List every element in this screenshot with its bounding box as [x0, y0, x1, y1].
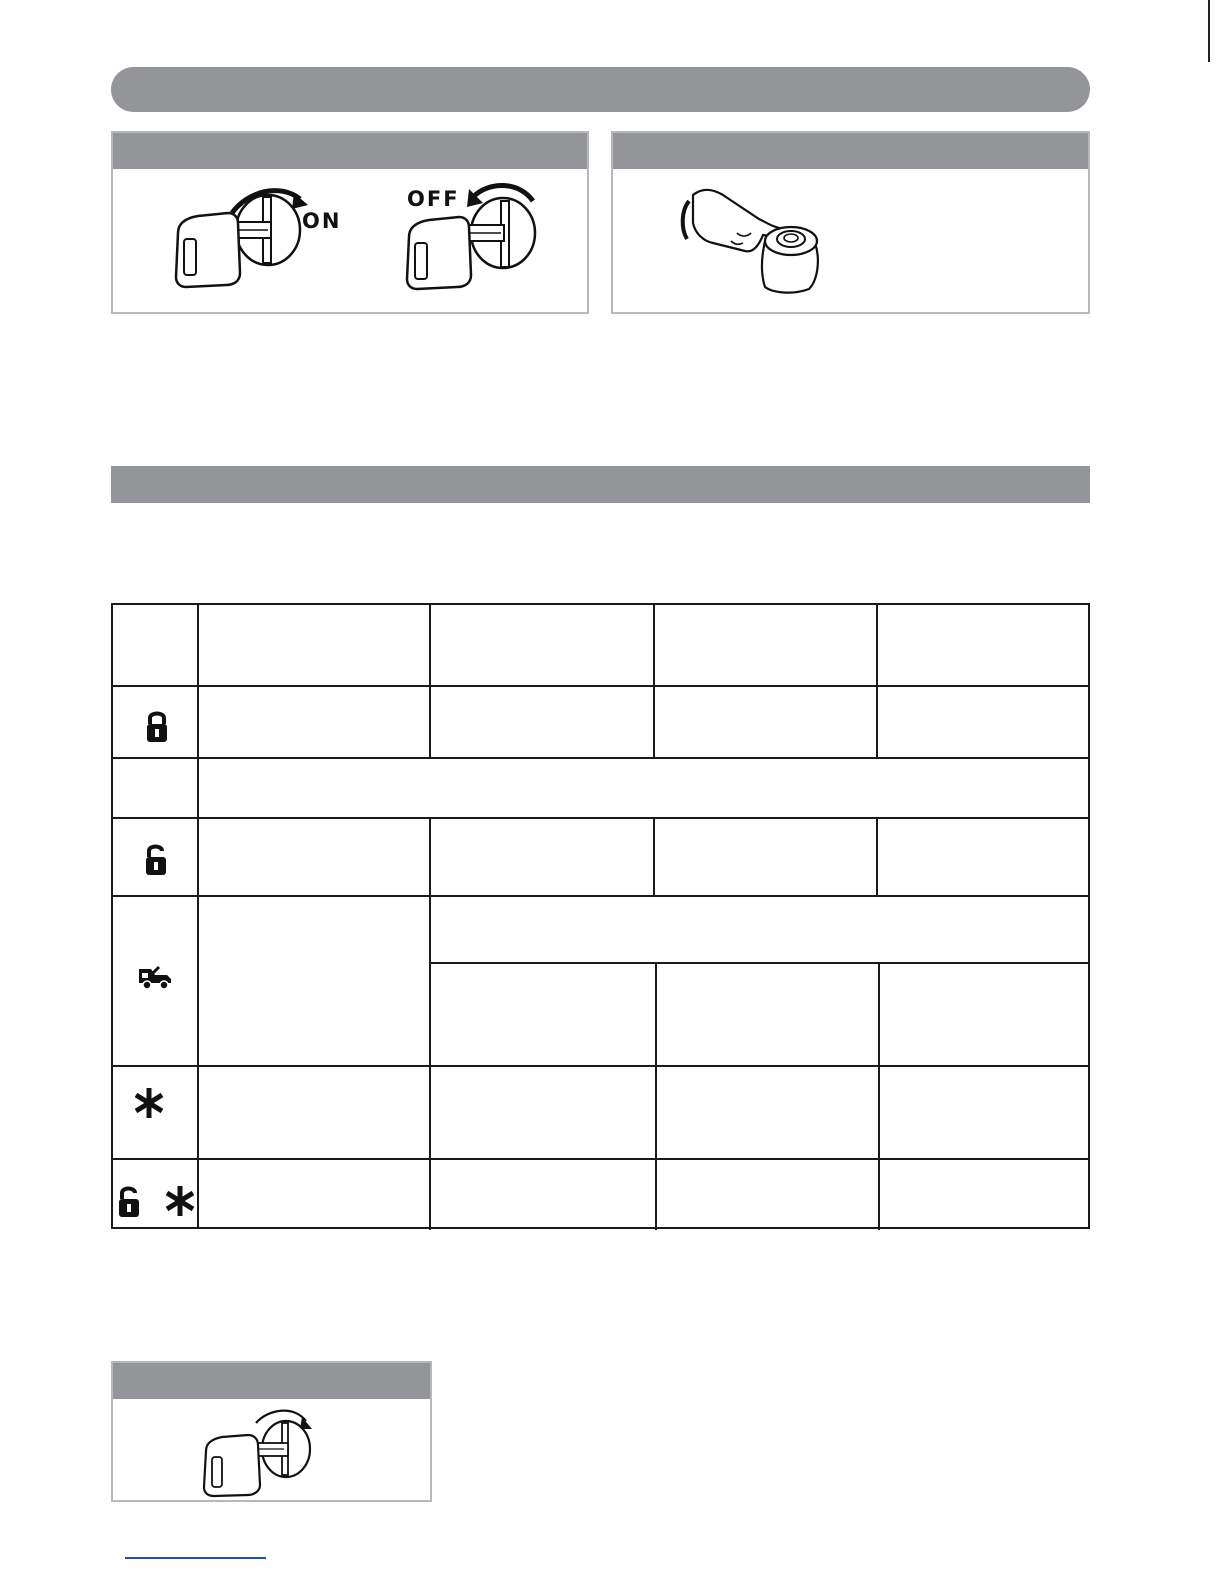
section-header-bar [111, 466, 1090, 503]
key-turn-panel-header [113, 1363, 430, 1399]
table-line [111, 895, 1090, 897]
table-line [111, 1158, 1090, 1160]
table-line [876, 817, 878, 895]
table-line [653, 603, 655, 759]
table-line [111, 603, 1090, 605]
table-line [429, 603, 431, 759]
finger-press-button-icon [673, 171, 843, 301]
ignition-off-label: OFF [407, 187, 460, 211]
table-line [111, 757, 1090, 759]
table-line [876, 603, 878, 759]
page-edge-line [1208, 0, 1210, 62]
table-line [429, 895, 431, 1065]
ignition-panel [111, 131, 589, 314]
table-line [653, 817, 655, 895]
table-line [111, 685, 1090, 687]
table-line [429, 817, 431, 895]
ignition-key-turn-off-icon [393, 173, 583, 298]
table-line [1088, 603, 1090, 1229]
trunk-release-icon [137, 965, 173, 991]
footer-link-underline[interactable] [125, 1557, 266, 1559]
table-line [111, 1065, 1090, 1067]
top-section-header-bar [111, 67, 1090, 112]
push-button-panel-header [613, 133, 1088, 169]
unlock-asterisk-icon [116, 1183, 196, 1219]
function-table [111, 603, 1090, 1230]
table-line [197, 603, 199, 1229]
push-button-panel [611, 131, 1090, 314]
ignition-on-label: ON [302, 209, 342, 233]
unlock-icon [144, 841, 168, 877]
ignition-key-turn-on-icon [168, 173, 358, 298]
ignition-key-turn-icon [198, 1401, 328, 1501]
table-line [111, 817, 1090, 819]
asterisk-icon [133, 1086, 165, 1120]
ignition-panel-header [113, 133, 587, 169]
lock-icon [145, 708, 169, 744]
table-line [878, 962, 880, 1065]
table-line [429, 1065, 431, 1230]
table-line [878, 1065, 880, 1230]
table-line [430, 962, 1090, 964]
table-line [655, 962, 657, 1065]
key-turn-panel [111, 1361, 432, 1502]
table-line [655, 1065, 657, 1230]
table-line [111, 603, 113, 1229]
table-line [111, 1227, 1090, 1229]
